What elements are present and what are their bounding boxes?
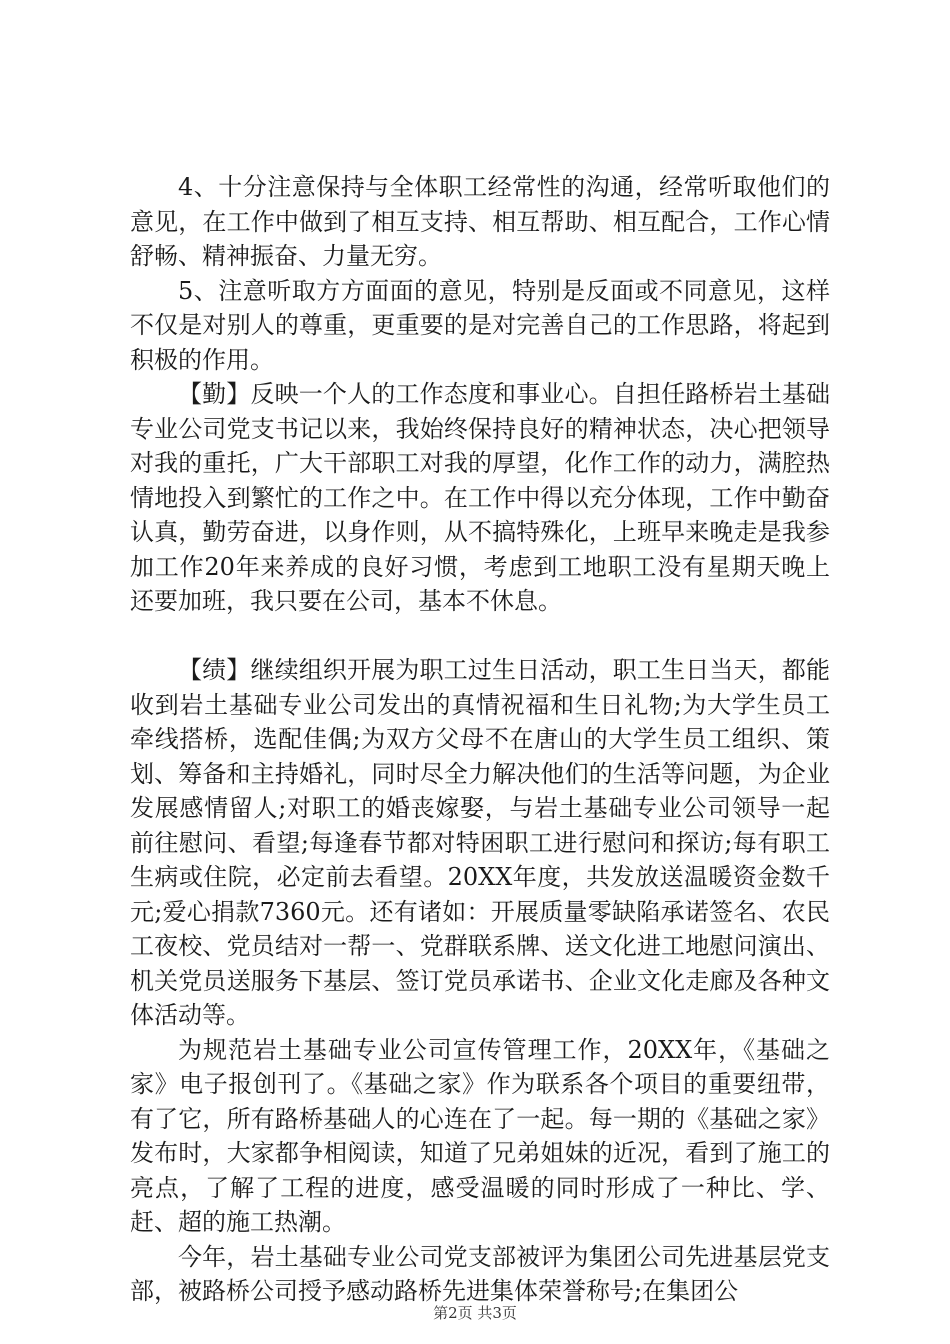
paragraph-item-5: 5、注意听取方方面面的意见，特别是反面或不同意见，这样不仅是对别人的尊重，更重要的是对完善自己的工作思路，将起到积极的作用。	[130, 276, 830, 374]
paragraph-diligence: 【勤】反映一个人的工作态度和事业心。自担任路桥岩土基础专业公司党支书记以来，我始终保持良好的精神状态，决心把领导对我的重托，广大干部职工对我的厚望，化作工作的动力，满腔热情地投入到繁忙的工作之中。在工作中得以充分体现，工作中勤奋认真，勤劳奋进，以身作则，从不搞特殊化，上班早来晚走是我参加工作20年来养成的良好习惯，考虑到工地职工没有星期天晚上还要加班，我只要在公司，基本不休息。	[130, 380, 830, 615]
document-body	[130, 170, 830, 1309]
page-number-footer: 第2页 共3页	[433, 1304, 517, 1322]
paragraph-item-4: 4、十分注意保持与全体职工经常性的沟通，经常听取他们的意见，在工作中做到了相互支持、相互帮助、相互配合，工作心情舒畅、精神振奋、力量无穷。	[130, 173, 830, 270]
paragraph-spacer	[130, 619, 830, 654]
paragraph-newsletter: 为规范岩土基础专业公司宣传管理工作，20XX年，《基础之家》电子报创刊了。《基础之家》作为联系各个项目的重要纽带，有了它，所有路桥基础人的心连在了一起。每一期的《基础之家》发布时，大家都争相阅读，知道了兄弟姐妹的近况，看到了施工的亮点，了解了工程的进度，感受温暖的同时形成了一种比、学、赶、超的施工热潮。	[130, 1035, 830, 1236]
paragraph-this-year: 今年，岩土基础专业公司党支部被评为集团公司先进基层党支部，被路桥公司授予感动路桥先进集体荣誉称号;在集团公	[130, 1242, 830, 1305]
paragraph-achievement: 【绩】继续组织开展为职工过生日活动，职工生日当天，都能收到岩土基础专业公司发出的真情祝福和生日礼物;为大学生员工牵线搭桥，选配佳偶;为双方父母不在唐山的大学生员工组织、策划、筹备和主持婚礼，同时尽全力解决他们的生活等问题，为企业发展感情留人;对职工的婚丧嫁娶，与岩土基础专业公司领导一起前往慰问、看望;每逢春节都对特困职工进行慰问和探访;每有职工生病或住院，必定前去看望。20XX年度，共发放送温暖资金数千元;爱心捐款7360元。还有诸如：开展质量零缺陷承诺签名、农民工夜校、党员结对一帮一、党群联系牌、送文化进工地慰问演出、机关党员送服务下基层、签订党员承诺书、企业文化走廊及各种文体活动等。	[130, 656, 830, 1029]
